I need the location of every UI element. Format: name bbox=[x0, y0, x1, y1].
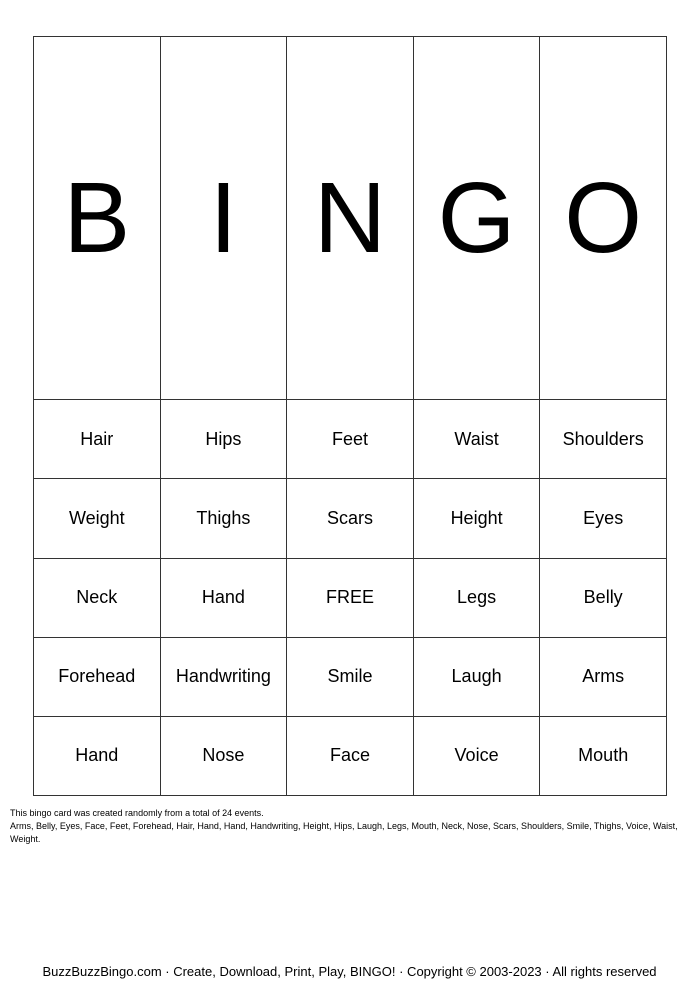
card-cell: Arms bbox=[540, 637, 667, 716]
card-cell: Forehead bbox=[34, 637, 161, 716]
card-row bbox=[34, 479, 667, 558]
card-cell: Hand bbox=[160, 558, 287, 637]
note-summary: This bingo card was created randomly from a total of 24 events. bbox=[10, 808, 264, 818]
card-cell: Shoulders bbox=[540, 400, 667, 479]
card-cell: Eyes bbox=[540, 479, 667, 558]
card-cell: Thighs bbox=[160, 479, 287, 558]
card-cell: Belly bbox=[540, 558, 667, 637]
card-cell: Hand bbox=[34, 716, 161, 795]
header-letter: G bbox=[413, 37, 540, 400]
card-cell: Hips bbox=[160, 400, 287, 479]
card-cell: Face bbox=[287, 716, 414, 795]
card-cell: Feet bbox=[287, 400, 414, 479]
card-cell: Neck bbox=[34, 558, 161, 637]
bingo-card bbox=[33, 36, 667, 796]
card-cell: Waist bbox=[413, 400, 540, 479]
card-cell: Voice bbox=[413, 716, 540, 795]
card-cell: Scars bbox=[287, 479, 414, 558]
card-cell: Height bbox=[413, 479, 540, 558]
card-cell: Nose bbox=[160, 716, 287, 795]
card-cell: Laugh bbox=[413, 637, 540, 716]
card-cell: Handwriting bbox=[160, 637, 287, 716]
card-row bbox=[34, 637, 667, 716]
card-cell: Mouth bbox=[540, 716, 667, 795]
header-letter: O bbox=[540, 37, 667, 400]
footer: BuzzBuzzBingo.com · Create, Download, Print, Play, BINGO! · Copyright © 2003-2023 · All rights reserved bbox=[42, 964, 657, 979]
card-cell: Smile bbox=[287, 637, 414, 716]
card-cell: FREE bbox=[287, 558, 414, 637]
note-events-list: Arms, Belly, Eyes, Face, Feet, Forehead, Hair, Hand, Hand, Handwriting, Height, Hips, Laugh, Legs, Mouth, Neck, Nose, Scars, Shoulders, Smile, Thighs, Voice, Waist, Weight. bbox=[10, 821, 678, 844]
card-row bbox=[34, 558, 667, 637]
card-row bbox=[34, 716, 667, 795]
header-letter: B bbox=[34, 37, 161, 400]
card-note bbox=[10, 807, 695, 846]
header-row bbox=[34, 37, 667, 400]
card-cell: Weight bbox=[34, 479, 161, 558]
header-letter: I bbox=[160, 37, 287, 400]
card-cell: Hair bbox=[34, 400, 161, 479]
card-row bbox=[34, 400, 667, 479]
header-letter: N bbox=[287, 37, 414, 400]
card-cell: Legs bbox=[413, 558, 540, 637]
